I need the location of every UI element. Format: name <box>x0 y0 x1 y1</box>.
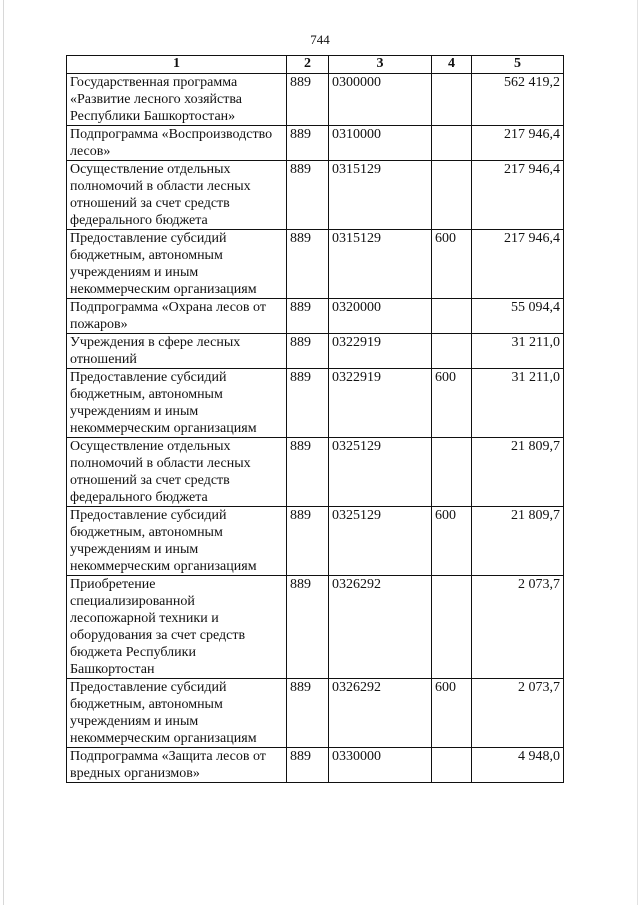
row-name: Подпрограмма «Защита лесов от вредных организмов» <box>67 748 287 783</box>
row-target-code: 0325129 <box>329 438 432 507</box>
row-admin-code: 889 <box>287 748 329 783</box>
header-col-4: 4 <box>432 56 472 74</box>
row-name: Предоставление субсидий бюджетным, автономным учреждениям и иным некоммерческим организациям <box>67 507 287 576</box>
table-row <box>67 161 564 230</box>
row-name: Предоставление субсидий бюджетным, автономным учреждениям и иным некоммерческим организациям <box>67 369 287 438</box>
table-row <box>67 299 564 334</box>
row-expense-code <box>432 161 472 230</box>
table-row <box>67 748 564 783</box>
row-target-code: 0326292 <box>329 679 432 748</box>
scan-edge-right <box>637 0 638 905</box>
table-header-row <box>67 56 564 74</box>
row-expense-code: 600 <box>432 507 472 576</box>
row-admin-code: 889 <box>287 74 329 126</box>
row-target-code: 0315129 <box>329 230 432 299</box>
row-name: Осуществление отдельных полномочий в области лесных отношений за счет средств федерального бюджета <box>67 161 287 230</box>
row-admin-code: 889 <box>287 679 329 748</box>
header-col-5: 5 <box>472 56 564 74</box>
budget-table <box>66 55 564 783</box>
row-amount: 21 809,7 <box>472 507 564 576</box>
header-col-2: 2 <box>287 56 329 74</box>
row-amount: 217 946,4 <box>472 230 564 299</box>
row-admin-code: 889 <box>287 161 329 230</box>
row-expense-code <box>432 74 472 126</box>
row-amount: 21 809,7 <box>472 438 564 507</box>
header-col-3: 3 <box>329 56 432 74</box>
row-admin-code: 889 <box>287 438 329 507</box>
row-admin-code: 889 <box>287 126 329 161</box>
row-admin-code: 889 <box>287 507 329 576</box>
row-amount: 2 073,7 <box>472 679 564 748</box>
row-target-code: 0322919 <box>329 334 432 369</box>
row-name: Подпрограмма «Воспроизводство лесов» <box>67 126 287 161</box>
table-row <box>67 74 564 126</box>
row-target-code: 0320000 <box>329 299 432 334</box>
row-expense-code: 600 <box>432 369 472 438</box>
header-col-1: 1 <box>67 56 287 74</box>
row-amount: 2 073,7 <box>472 576 564 679</box>
table-row <box>67 576 564 679</box>
row-amount: 31 211,0 <box>472 334 564 369</box>
row-amount: 217 946,4 <box>472 161 564 230</box>
row-expense-code: 600 <box>432 679 472 748</box>
row-amount: 4 948,0 <box>472 748 564 783</box>
table-row <box>67 438 564 507</box>
row-name: Приобретение специализированной лесопожарной техники и оборудования за счет средств бюджета Республики Башкортостан <box>67 576 287 679</box>
table-row <box>67 334 564 369</box>
row-amount: 55 094,4 <box>472 299 564 334</box>
row-admin-code: 889 <box>287 230 329 299</box>
row-name: Государственная программа «Развитие лесного хозяйства Республики Башкортостан» <box>67 74 287 126</box>
row-name: Предоставление субсидий бюджетным, автономным учреждениям и иным некоммерческим организациям <box>67 679 287 748</box>
row-target-code: 0325129 <box>329 507 432 576</box>
row-admin-code: 889 <box>287 334 329 369</box>
row-expense-code <box>432 438 472 507</box>
table-row <box>67 507 564 576</box>
row-expense-code <box>432 334 472 369</box>
row-amount: 217 946,4 <box>472 126 564 161</box>
row-expense-code: 600 <box>432 230 472 299</box>
row-expense-code <box>432 576 472 679</box>
row-name: Подпрограмма «Охрана лесов от пожаров» <box>67 299 287 334</box>
scan-edge-left <box>3 0 4 905</box>
row-target-code: 0315129 <box>329 161 432 230</box>
row-name: Осуществление отдельных полномочий в области лесных отношений за счет средств федерального бюджета <box>67 438 287 507</box>
row-target-code: 0326292 <box>329 576 432 679</box>
row-expense-code <box>432 126 472 161</box>
row-target-code: 0322919 <box>329 369 432 438</box>
table-row <box>67 126 564 161</box>
table-row <box>67 679 564 748</box>
row-name: Учреждения в сфере лесных отношений <box>67 334 287 369</box>
row-admin-code: 889 <box>287 369 329 438</box>
page-number: 744 <box>310 32 330 47</box>
row-admin-code: 889 <box>287 576 329 679</box>
row-name: Предоставление субсидий бюджетным, автономным учреждениям и иным некоммерческим организациям <box>67 230 287 299</box>
row-target-code: 0310000 <box>329 126 432 161</box>
row-amount: 562 419,2 <box>472 74 564 126</box>
row-target-code: 0300000 <box>329 74 432 126</box>
row-amount: 31 211,0 <box>472 369 564 438</box>
table-row <box>67 369 564 438</box>
row-expense-code <box>432 748 472 783</box>
row-expense-code <box>432 299 472 334</box>
row-admin-code: 889 <box>287 299 329 334</box>
table-row <box>67 230 564 299</box>
row-target-code: 0330000 <box>329 748 432 783</box>
